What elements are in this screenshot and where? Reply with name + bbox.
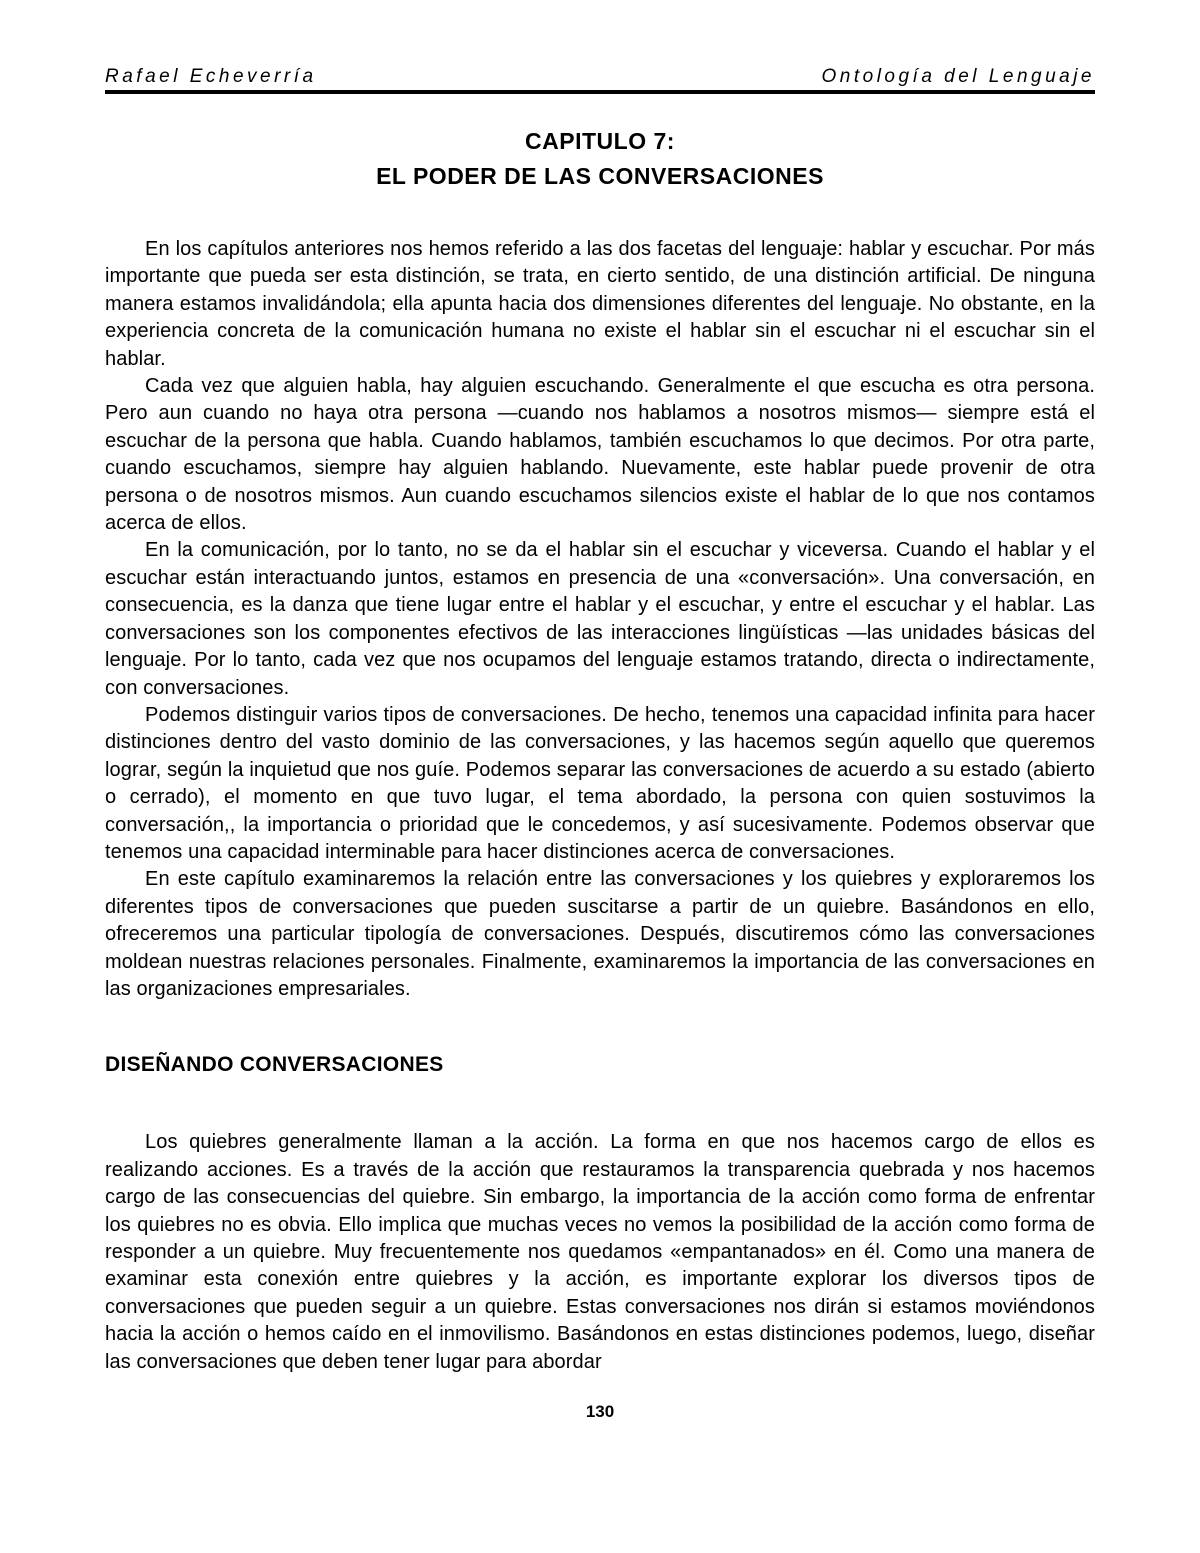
paragraph: Los quiebres generalmente llaman a la acción. La forma en que nos hacemos cargo de ellos es realizando acciones. Es a través de la acción que restauramos la transparencia quebrada y nos hacemos cargo de las consecuencias del quiebre. Sin embargo, la importancia de la acción como forma de enfrentar los quiebres no es obvia. Ello implica que muchas veces no vemos la posibilidad de la acción como forma de responder a un quiebre. Muy frecuentemente nos quedamos «empantanados» en él. Como una manera de examinar esta conexión entre quiebres y la acción, es importante explorar los diversos tipos de conversaciones que pueden seguir a un quiebre. Estas conversaciones nos dirán si estamos moviéndonos hacia la acción o hemos caído en el inmovilismo. Basándonos en estas distinciones podemos, luego, diseñar las conversaciones que deben tener lugar para abordar: [105, 1131, 1095, 1373]
paragraph: Podemos distinguir varios tipos de conversaciones. De hecho, tenemos una capacidad infinita para hacer distinciones dentro del vasto dominio de las conversaciones, y las hacemos según aquello que queremos lograr, según la inquietud que nos guíe. Podemos separar las conversaciones de acuerdo a su estado (abierto o cerrado), el momento en que tuvo lugar, el tema abordado, la persona con quien sostuvimos la conversación,, la importancia o prioridad que le concedemos, y así sucesivamente. Podemos observar que tenemos una capacidad interminable para hacer distinciones acerca de conversaciones.: [105, 703, 1095, 863]
header-book-title: Ontología del Lenguaje: [821, 66, 1095, 87]
chapter-number: CAPITULO 7:: [525, 128, 675, 154]
running-header: [105, 66, 1095, 94]
section-body: [105, 1129, 1095, 1376]
paragraph: Cada vez que alguien habla, hay alguien escuchando. Generalmente el que escucha es otra persona. Pero aun cuando no haya otra persona —cuando nos hablamos a nosotros mismos— siempre está el escuchar de la persona que habla. Cuando hablamos, también escuchamos lo que decimos. Por otra parte, cuando escuchamos, siempre hay alguien hablando. Nuevamente, este hablar puede provenir de otra persona o de nosotros mismos. Aun cuando escuchamos silencios existe el hablar de lo que nos contamos acerca de ellos.: [105, 375, 1095, 535]
paragraph: En este capítulo examinaremos la relación entre las conversaciones y los quiebres y exploraremos los diferentes tipos de conversaciones que pueden suscitarse a partir de un quiebre. Basándonos en ello, ofreceremos una particular tipología de conversaciones. Después, discutiremos cómo las conversaciones moldean nuestras relaciones personales. Finalmente, examinaremos la importancia de las conversaciones en las organizaciones empresariales.: [105, 868, 1095, 1000]
section-heading: DISEÑANDO CONVERSACIONES: [105, 1053, 444, 1077]
paragraph: En la comunicación, por lo tanto, no se da el hablar sin el escuchar y viceversa. Cuando el hablar y el escuchar están interactuando juntos, estamos en presencia de una «conversación». Una conversación, en consecuencia, es la danza que tiene lugar entre el hablar y el escuchar, y entre el escuchar y el hablar. Las conversaciones son los componentes efectivos de las interacciones lingüísticas —las unidades básicas del lenguaje. Por lo tanto, cada vez que nos ocupamos del lenguaje estamos tratando, directa o indirectamente, con conversaciones.: [105, 539, 1095, 699]
chapter-name: EL PODER DE LAS CONVERSACIONES: [376, 163, 824, 189]
header-author: Rafael Echeverría: [105, 66, 317, 87]
page-number: 130: [585, 1402, 615, 1422]
chapter-title-block: [105, 124, 1095, 194]
paragraph: En los capítulos anteriores nos hemos referido a las dos facetas del lenguaje: hablar y escuchar. Por más importante que pueda ser esta distinción, se trata, en cierto sentido, de una distinción artificial. De ninguna manera estamos invalidándola; ella apunta hacia dos dimensiones diferentes del lenguaje. No obstante, en la experiencia concreta de la comunicación humana no existe el hablar sin el escuchar ni el escuchar sin el hablar.: [105, 238, 1095, 370]
chapter-body: [105, 236, 1095, 1003]
